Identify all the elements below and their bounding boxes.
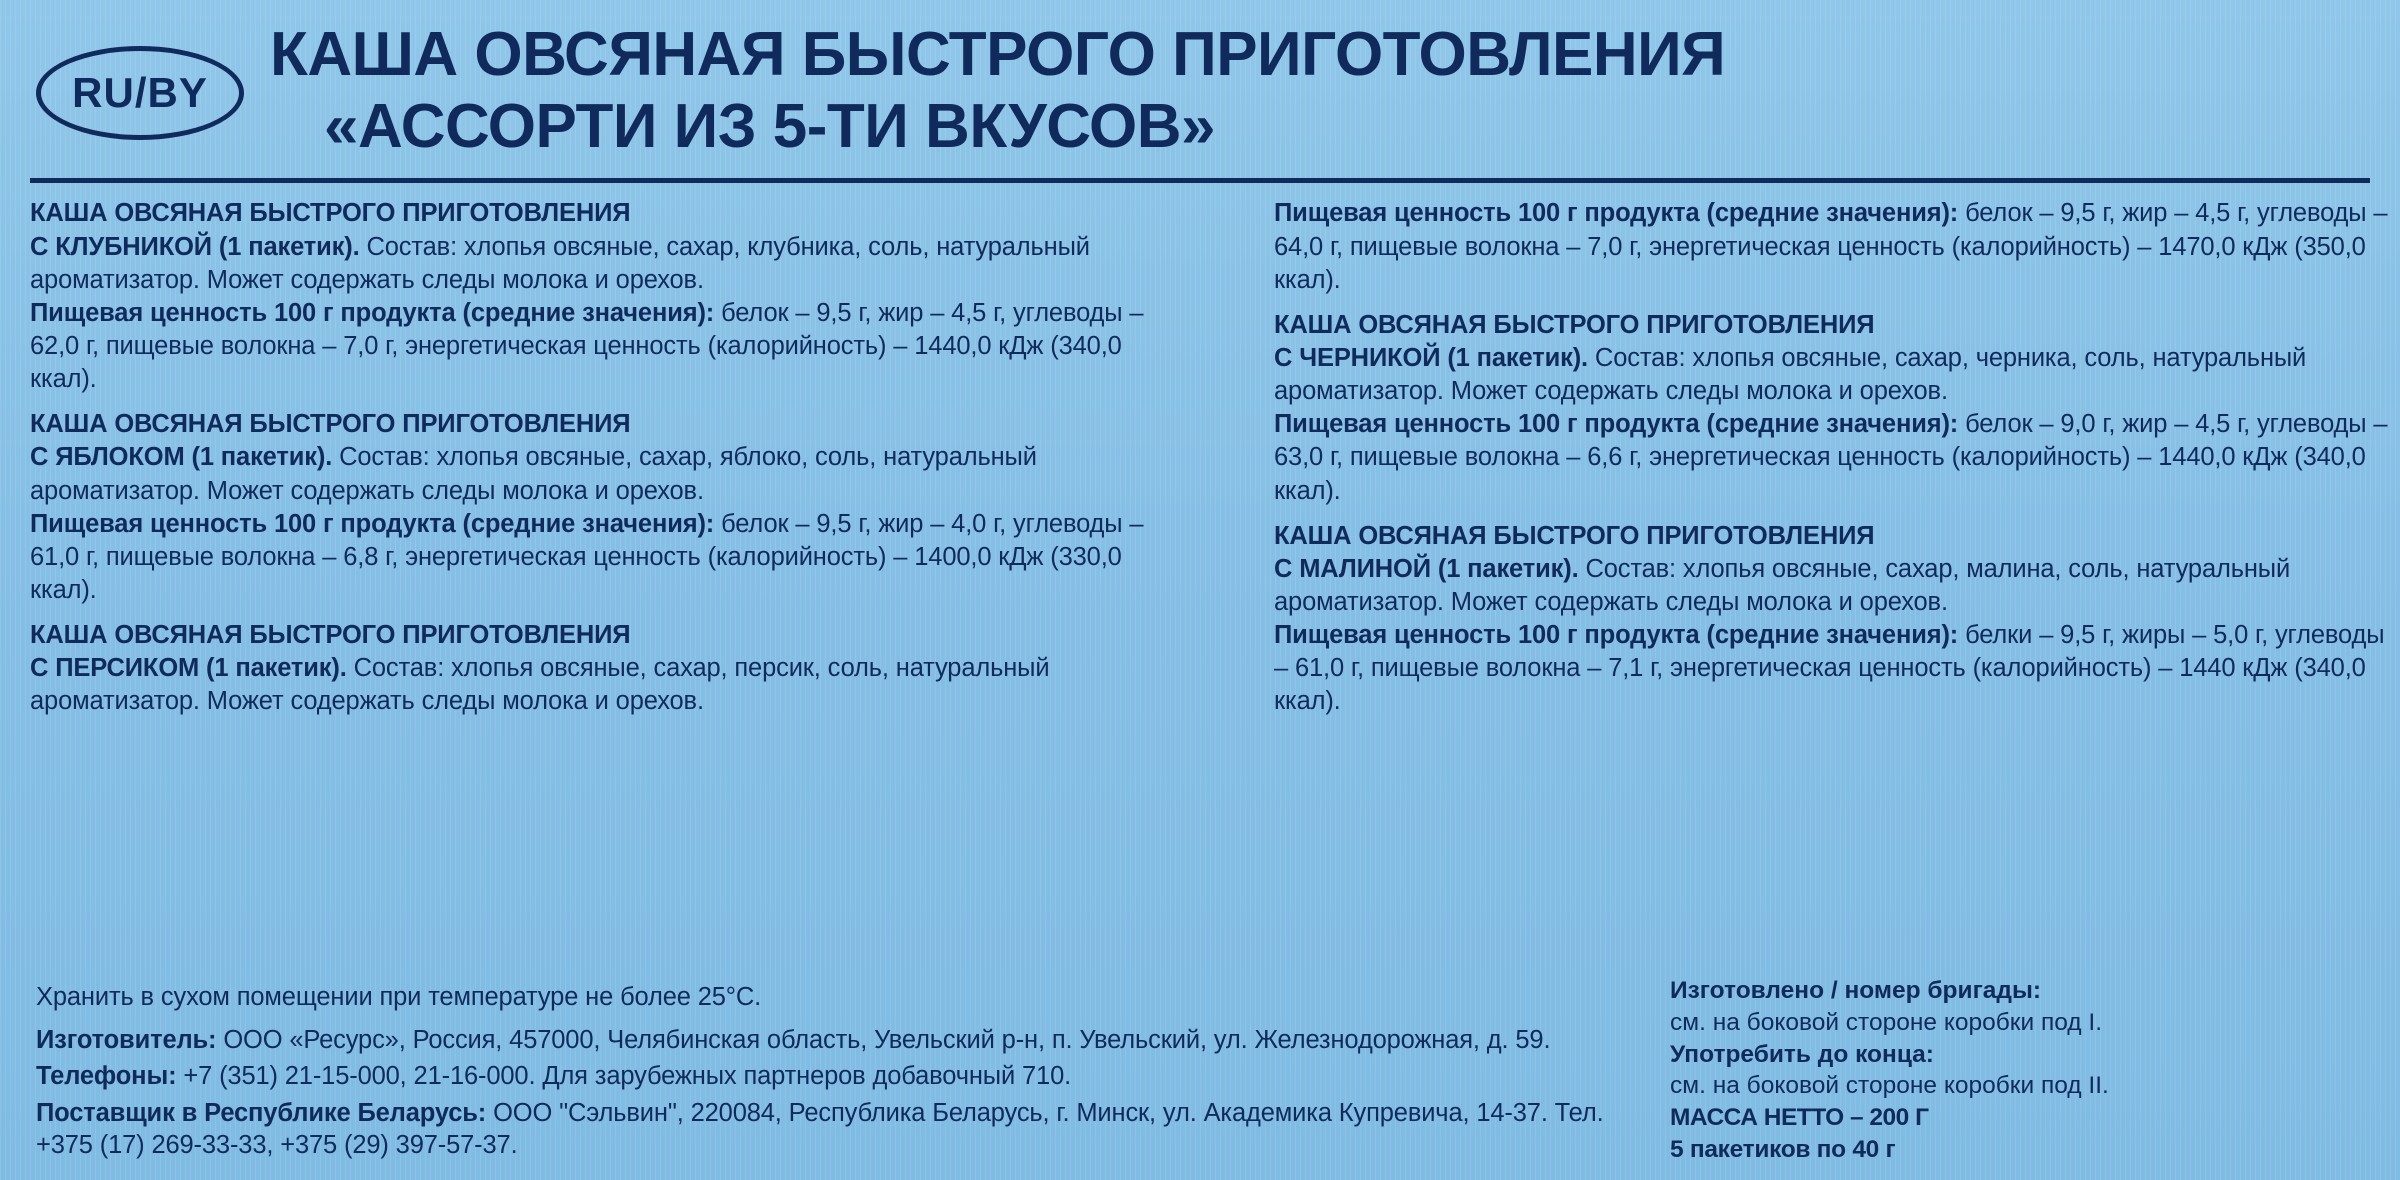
nutrition-values: белок – 9,5 г, жир – 4,5 г, углеводы – 64,0 г, пищевые волокна – 7,0 г, энергетическая ценность (калорийность) – 1470,0 кДж (350,0 ккал). [1274,199,2388,294]
product-heading-line-1: КАША ОВСЯНАЯ БЫСТРОГО ПРИГОТОВЛЕНИЯ [1274,310,1875,339]
product-nutrition [1274,619,2400,718]
title-line-2: «АССОРТИ ИЗ 5-ТИ ВКУСОВ» [324,92,1215,162]
product-block-peach [30,619,1182,718]
nutrition-values: белок – 9,5 г, жир – 4,0 г, углеводы – 61,0 г, пищевые волокна – 6,8 г, энергетическая ценность (калорийность) – 1400,0 кДж (330,0 ккал). [30,509,1144,604]
product-composition-text: Состав: хлопья овсяные, сахар, клубника, соль, натуральный ароматизатор. Может содержать следы молока и орехов. [30,232,1090,294]
product-composition [1274,342,2400,408]
product-block-strawberry [30,197,1182,396]
label-header [30,18,2370,162]
product-composition [30,441,1182,507]
made-label: Изготовлено / номер бригады: [1670,976,2042,1004]
product-heading-line-1: КАША ОВСЯНАЯ БЫСТРОГО ПРИГОТОВЛЕНИЯ [30,410,631,439]
product-heading-line-2: С КЛУБНИКОЙ (1 пакетик). [30,232,360,261]
nutrition-values: белки – 9,5 г, жиры – 5,0 г, углеводы – 61,0 г, пищевые волокна – 7,1 г, энергетическая ценность (калорийность) – 1440 кДж (340,0 ккал). [1274,621,2385,716]
locale-badge: RU/BY [36,46,244,140]
manufacturer-label: Изготовитель: [36,1025,217,1054]
supplier-label: Поставщик в Республике Беларусь: [36,1098,487,1127]
product-composition-text: Состав: хлопья овсяные, сахар, яблоко, соль, натуральный ароматизатор. Может содержать следы молока и орехов. [30,443,1037,505]
made-value: см. на боковой стороне коробки под I. [1670,1008,2103,1036]
bestbefore-label: Употребить до конца: [1670,1040,1934,1068]
manufacturer-value: ООО «Ресурс», Россия, 457000, Челябинская область, Увельский р-н, п. Увельский, ул. Железнодорожная, д. 59. [216,1025,1551,1054]
nutrition-label: Пищевая ценность 100 г продукта (средние значения): [30,509,715,538]
phones-value: +7 (351) 21-15-000, 21-16-000. Для зарубежных партнеров добавочный 710. [176,1062,1072,1091]
nutrition-label: Пищевая ценность 100 г продукта (средние значения): [1274,199,1959,228]
product-nutrition [30,297,1182,396]
product-columns [30,197,2388,730]
phones-line [36,1060,1640,1093]
label-footer [36,975,2370,1166]
product-nutrition [30,508,1182,607]
product-heading-line-2: С МАЛИНОЙ (1 пакетик). [1274,554,1579,583]
product-block-raspberry [1274,520,2400,719]
nutrition-label: Пищевая ценность 100 г продукта (средние значения): [1274,621,1959,650]
nutrition-label: Пищевая ценность 100 г продукта (средние значения): [1274,410,1959,439]
supplier-line [36,1097,1640,1162]
title-line-1: КАША ОВСЯНАЯ БЫСТРОГО ПРИГОТОВЛЕНИЯ [270,20,1726,89]
footer-company-info [36,981,1640,1166]
product-block-blueberry [1274,309,2400,508]
product-heading-line-1: КАША ОВСЯНАЯ БЫСТРОГО ПРИГОТОВЛЕНИЯ [30,621,631,650]
storage-conditions: Хранить в сухом помещении при температуре не более 25°C. [36,982,762,1011]
product-composition-text: Состав: хлопья овсяные, сахар, черника, соль, натуральный ароматизатор. Может содержать следы молока и орехов. [1274,343,2307,406]
phones-label: Телефоны: [36,1062,177,1091]
manufacturer-line [36,1024,1640,1057]
page-title [270,18,2370,162]
footer-dates-and-mass [1660,975,2370,1166]
header-divider [30,178,2370,183]
product-heading-line-2: С ПЕРСИКОМ (1 пакетик). [30,654,347,683]
bestbefore-value: см. на боковой стороне коробки под II. [1670,1072,2109,1100]
product-composition [1274,553,2400,619]
column-left [30,197,1182,730]
supplier-value: ООО "Сэльвин", 220084, Республика Беларусь, г. Минск, ул. Академика Купревича, 14-37. Тел. +375 (17) 269-33-33, +375 (29) 397-57-37. [36,1098,1604,1160]
product-composition [30,231,1182,297]
product-heading-line-2: С ЧЕРНИКОЙ (1 пакетик). [1274,343,1588,372]
product-heading-line-2: С ЯБЛОКОМ (1 пакетик). [30,443,333,472]
product-composition [30,652,1182,718]
product-nutrition [1274,197,2400,296]
product-heading-line-1: КАША ОВСЯНАЯ БЫСТРОГО ПРИГОТОВЛЕНИЯ [30,199,631,228]
product-nutrition-peach [1274,197,2400,296]
nutrition-label: Пищевая ценность 100 г продукта (средние значения): [30,298,715,327]
column-right [1216,197,2400,730]
product-nutrition [1274,408,2400,507]
net-mass: МАССА НЕТТО – 200 Г [1670,1104,1929,1132]
packs-count: 5 пакетиков по 40 г [1670,1136,1896,1164]
nutrition-values: белок – 9,5 г, жир – 4,5 г, углеводы – 62,0 г, пищевые волокна – 7,0 г, энергетическая ценность (калорийность) – 1440,0 кДж (340,0 ккал). [30,298,1144,394]
product-composition-text: Состав: хлопья овсяные, сахар, персик, соль, натуральный ароматизатор. Может содержать следы молока и орехов. [30,654,1050,716]
product-composition-text: Состав: хлопья овсяные, сахар, малина, соль, натуральный ароматизатор. Может содержать следы молока и орехов. [1274,554,2291,616]
nutrition-values: белок – 9,0 г, жир – 4,5 г, углеводы – 63,0 г, пищевые волокна – 6,6 г, энергетическая ценность (калорийность) – 1440,0 кДж (340,0 ккал). [1274,410,2388,505]
product-block-apple [30,408,1182,607]
product-heading-line-1: КАША ОВСЯНАЯ БЫСТРОГО ПРИГОТОВЛЕНИЯ [1274,521,1875,550]
